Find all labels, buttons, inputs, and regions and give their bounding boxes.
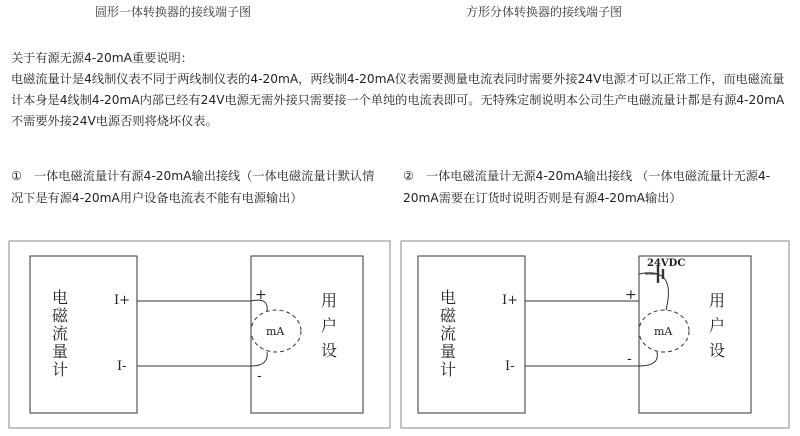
section-text: 一体电磁流量计有源4-20mA输出接线（一体电磁流量计默认情况下是有源4-20mA用户设备电流表不能有电源输出） <box>11 169 375 205</box>
polarity-plus: + <box>625 287 637 303</box>
meter-char: 磁 <box>440 306 457 325</box>
ammeter-label: mA <box>654 325 673 338</box>
notes-title: 关于有源无源4-20mA重要说明： <box>11 51 193 65</box>
meter-char: 磁 <box>52 306 69 325</box>
user-char: 户 <box>321 316 338 335</box>
section-text: 一体电磁流量计无源4-20mA输出接线 （一体电磁流量计无源4-20mA需要在订货时说明否则是有源4-20mA输出） <box>403 169 771 205</box>
meter-char: 量 <box>52 342 69 361</box>
polarity-minus: - <box>627 351 632 367</box>
caption-round-converter: 圆形一体转换器的接线端子图 <box>95 5 252 19</box>
meter-char: 流 <box>440 324 457 343</box>
user-char: 用 <box>321 291 338 310</box>
polarity-minus: - <box>257 368 262 384</box>
terminal-i-minus: I- <box>117 359 127 374</box>
meter-char: 量 <box>440 342 457 361</box>
user-char: 设 <box>709 341 726 360</box>
flowmeter-box <box>30 256 137 413</box>
meter-char: 电 <box>440 288 457 307</box>
user-char: 户 <box>709 316 726 335</box>
ammeter-label: mA <box>266 325 285 338</box>
meter-char: 计 <box>52 360 69 379</box>
diagram-frame <box>401 241 789 428</box>
caption-square-converter: 方形分体转换器的接线端子图 <box>466 5 623 19</box>
ammeter-lead-bottom <box>251 352 267 366</box>
terminal-i-minus: I- <box>505 359 515 374</box>
diagram-active-labels <box>52 287 337 384</box>
diagram-passive-labels <box>440 258 725 379</box>
meter-char: 流 <box>52 324 69 343</box>
ammeter-lead-bottom <box>639 352 657 366</box>
notes-body: 电磁流量计是4线制仪表不同于两线制仪表的4-20mA，两线制4-20mA仪表需要测量电流表同时需要外接24V电源才可以正常工作，而电磁流量计本身是4线制4-20mA内部已经有24V电源无需外接只需要接一个单纯的电流表即可。无特殊定制说明本公司生产电磁流量计都是有源4-20mA不需要外接24V电源否则将烧坏仪表。 <box>11 72 785 128</box>
terminal-i-plus: I+ <box>502 293 519 308</box>
polarity-plus: + <box>255 287 267 303</box>
meter-char: 计 <box>440 360 457 379</box>
terminal-i-plus: I+ <box>114 293 131 308</box>
user-char: 用 <box>709 291 726 310</box>
diagram-passive-output <box>401 241 789 428</box>
supply-label: 24VDC <box>647 258 686 269</box>
section-number: ② <box>403 169 414 183</box>
section-number: ① <box>11 169 22 183</box>
user-char: 设 <box>321 341 338 360</box>
flowmeter-box <box>418 256 525 413</box>
meter-char: 电 <box>52 288 69 307</box>
